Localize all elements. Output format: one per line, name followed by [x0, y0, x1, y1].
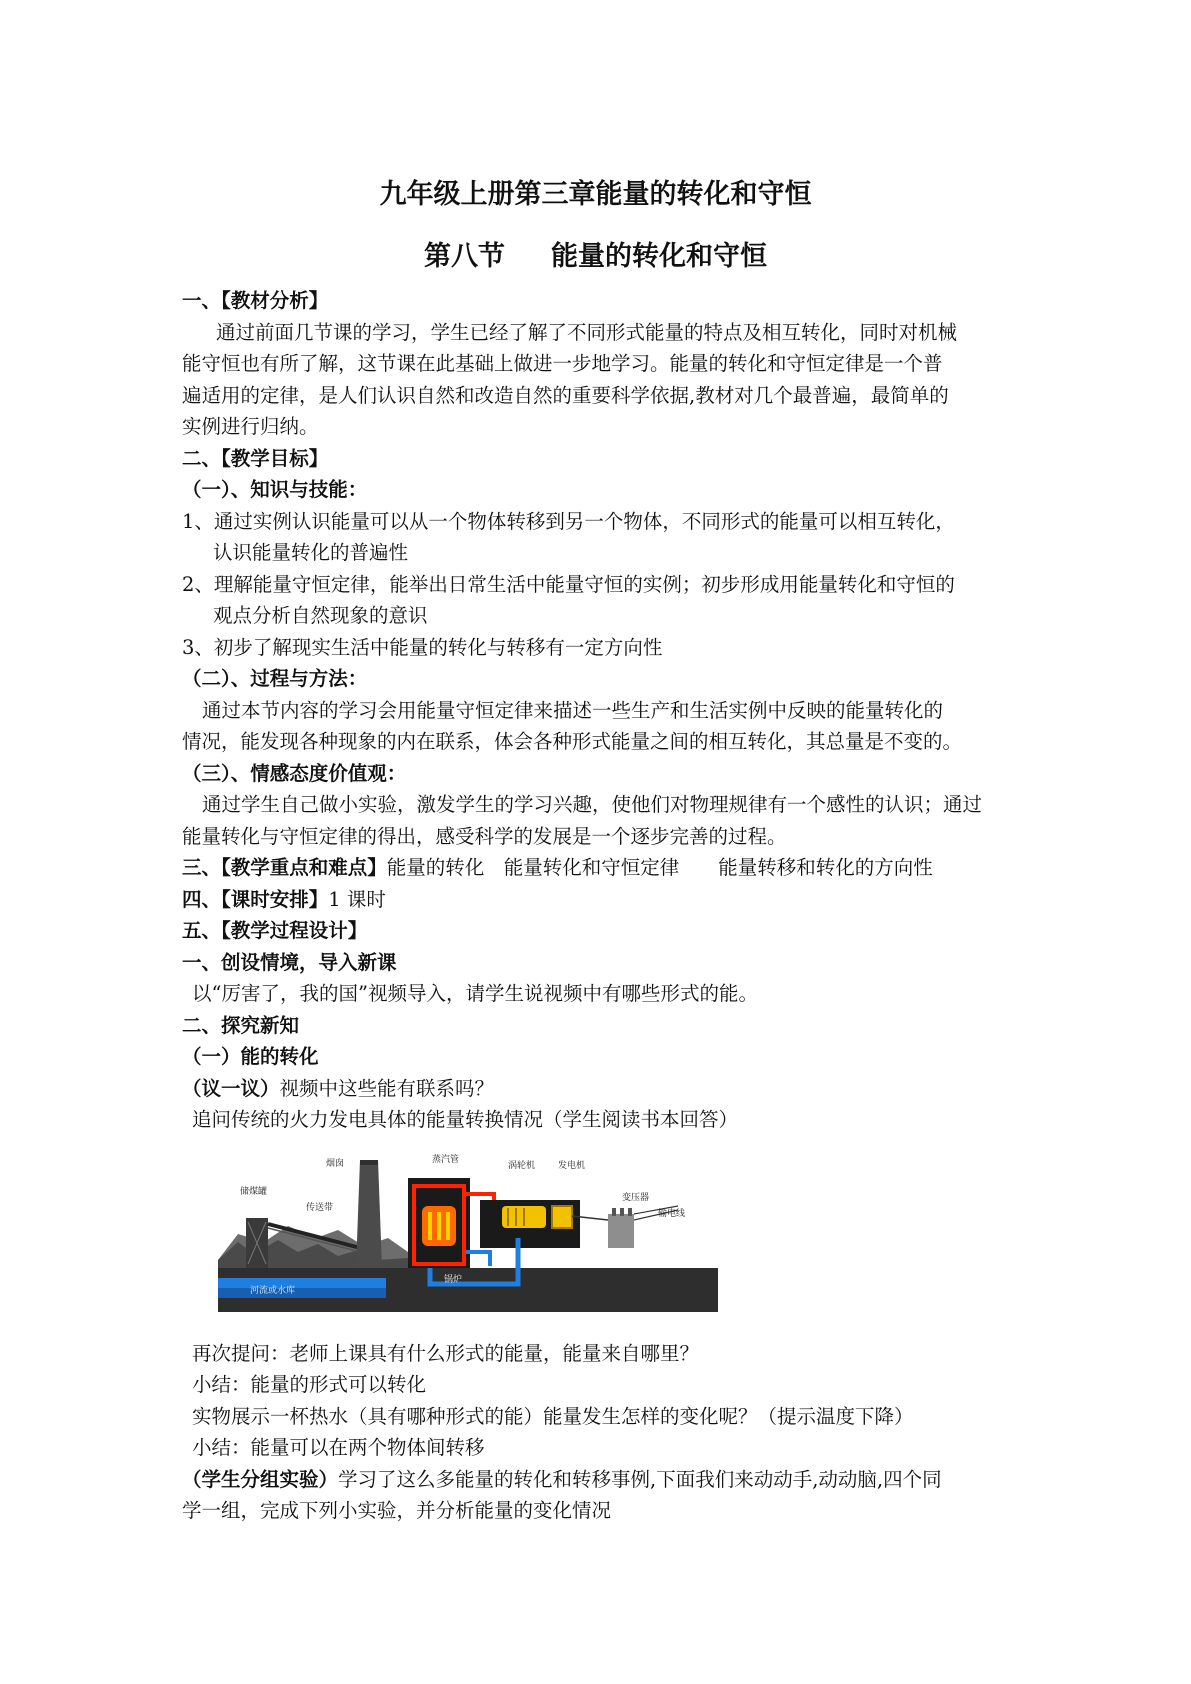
section-name: 能量的转化和守恒: [551, 241, 767, 272]
subheading-energy-conversion: （一）能的转化: [182, 1045, 319, 1068]
transformer: [608, 1214, 634, 1248]
label-transformer: 变压器: [622, 1192, 650, 1203]
chimney: [356, 1160, 382, 1268]
label-steam-pipe: 蒸汽管: [432, 1154, 460, 1165]
section-number: 第八节: [424, 241, 505, 272]
heading-explore: 二、探究新知: [182, 1013, 300, 1037]
boiler-tube: [446, 1212, 450, 1240]
goal-item-continuation: 认识能量转化的普遍性: [213, 541, 409, 564]
paragraph-line: 遍适用的定律，是人们认识自然和改造自然的重要科学依据,教材对几个最普遍，最简单的: [182, 383, 949, 407]
key-points-text: 能量的转化 能量转化和守恒定律 能量转移和转化的方向性: [386, 856, 933, 879]
key-points-row: [182, 852, 1022, 884]
label-generator: 发电机: [558, 1160, 586, 1171]
heading-teaching-goals: 二、【教学目标】: [182, 446, 329, 470]
heading-material-analysis: 一、【教材分析】: [182, 289, 329, 312]
document-body: [182, 285, 1022, 1527]
paragraph-line: 实物展示一杯热水（具有哪种形式的能）能量发生怎样的变化呢？（提示温度下降）: [192, 1404, 914, 1428]
goal-item: 3、初步了解现实生活中能量的转化与转移有一定方向性: [182, 635, 663, 659]
class-hours-text: 1 课时: [328, 887, 386, 911]
experiment-text: 学习了这么多能量的转化和转移事例,下面我们来动动手,动动脑,四个同: [338, 1467, 942, 1491]
paragraph-line: 实例进行归纳。: [182, 415, 319, 438]
heading-class-hours: 四、【课时安排】: [182, 887, 329, 911]
river-deep: [218, 1288, 386, 1298]
label-river: 河流或水库: [250, 1285, 296, 1296]
label-conveyor: 传送带: [306, 1202, 334, 1213]
power-plant-diagram: [218, 1142, 718, 1312]
goal-item: 2、理解能量守恒定律，能举出日常生活中能量守恒的实例；初步形成用能量转化和守恒的: [182, 572, 955, 596]
heading-key-points: 三、【教学重点和难点】: [182, 856, 387, 879]
paragraph-line: 通过本节内容的学习会用能量守恒定律来描述一些生产和生活实例中反映的能量转化的: [202, 698, 944, 722]
heading-process-design: 五、【教学过程设计】: [182, 919, 368, 942]
subheading-process-method: （二）、过程与方法：: [182, 667, 368, 690]
paragraph-line: 追问传统的火力发电具体的能量转换情况（学生阅读书本回答）: [192, 1108, 739, 1131]
generator: [552, 1206, 572, 1228]
label-turbine: 涡轮机: [508, 1160, 536, 1171]
paragraph-line: 通过前面几节课的学习，学生已经了解了不同形式能量的特点及相互转化，同时对机械: [216, 320, 958, 344]
section-title: [0, 234, 1191, 273]
boiler-tube: [428, 1212, 432, 1240]
chimney-top: [360, 1160, 378, 1165]
transformer-bushing: [628, 1208, 632, 1216]
subheading-attitude-values: （三）、情感态度价值观：: [182, 761, 407, 785]
paragraph-line: 能守恒也有所了解，这节课在此基础上做进一步地学习。能量的转化和守恒定律是一个普: [182, 352, 943, 375]
summary-line: 小结：能量的形式可以转化: [192, 1373, 427, 1396]
power-plant-diagram-container: [182, 1142, 1022, 1312]
label-chimney: 烟囱: [326, 1158, 345, 1169]
experiment-label: （学生分组实验）: [182, 1467, 339, 1491]
goal-item: 1、通过实例认识能量可以从一个物体转移到另一个物体，不同形式的能量可以相互转化，: [182, 509, 955, 533]
paragraph-line: 通过学生自己做小实验，激发学生的学习兴趣，使他们对物理规律有一个感性的认识；通过: [202, 793, 983, 816]
paragraph-line: 以“厉害了，我的国”视频导入，请学生说视频中有哪些形式的能。: [192, 982, 758, 1005]
summary-line: 小结：能量可以在两个物体间转移: [192, 1436, 485, 1459]
transformer-bushing: [612, 1208, 616, 1216]
paragraph-line: 学一组，完成下列小实验，并分析能量的变化情况: [182, 1499, 612, 1522]
experiment-row: [182, 1464, 1022, 1496]
class-hours-row: [182, 884, 1022, 916]
paragraph-line: 再次提问：老师上课具有什么形式的能量，能量来自哪里？: [192, 1341, 700, 1365]
label-boiler: 锅炉: [444, 1274, 463, 1285]
discussion-text: 视频中这些能有联系吗？: [279, 1076, 495, 1100]
label-coal-silo: 储煤罐: [240, 1186, 268, 1197]
label-transmission-line: 输电线: [658, 1208, 686, 1219]
heading-introduction: 一、创设情境，导入新课: [182, 950, 397, 974]
paragraph-line: 情况，能发现各种现象的内在联系，体会各种形式能量之间的相互转化，其总量是不变的。: [182, 730, 963, 753]
goal-item-continuation: 观点分析自然现象的意识: [213, 604, 428, 627]
document-title: 九年级上册第三章能量的转化和守恒: [379, 179, 812, 210]
boiler-tube: [437, 1212, 441, 1240]
transformer-bushing: [620, 1208, 624, 1216]
subheading-knowledge-skills: （一）、知识与技能：: [182, 478, 368, 501]
discussion-label: （议一议）: [182, 1076, 280, 1100]
paragraph-line: 能量转化与守恒定律的得出，感受科学的发展是一个逐步完善的过程。: [182, 824, 787, 848]
discussion-row: [182, 1073, 1022, 1105]
